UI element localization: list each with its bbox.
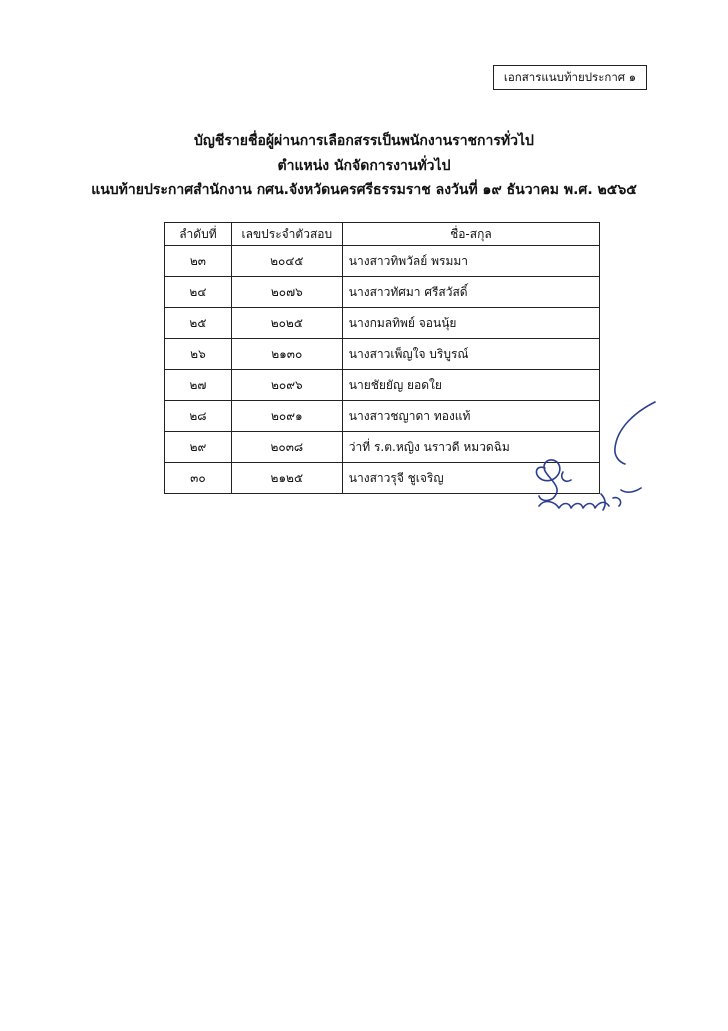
table-row	[165, 246, 600, 277]
row-no: ๒๓	[165, 246, 232, 277]
row-name: นางสาวทิพวัลย์ พรมมา	[342, 246, 599, 277]
header-no: ลำดับที่	[165, 223, 232, 246]
row-name: นางกมลทิพย์ จอนนุ้ย	[342, 308, 599, 339]
table-row	[165, 277, 600, 308]
row-name: นายชัยยัญ ยอดใย	[342, 370, 599, 401]
row-exam-id: ๒๐๔๕	[231, 246, 342, 277]
table-header-row	[165, 223, 600, 246]
row-exam-id: ๒๐๙๖	[231, 370, 342, 401]
row-exam-id: ๒๑๓๐	[231, 339, 342, 370]
row-name: ว่าที่ ร.ต.หญิง นราวดี หมวดฉิม	[342, 432, 599, 463]
row-no: ๓๐	[165, 463, 232, 494]
row-name: นางสาวรุจี ชูเจริญ	[342, 463, 599, 494]
row-no: ๒๕	[165, 308, 232, 339]
row-exam-id: ๒๐๒๕	[231, 308, 342, 339]
row-exam-id: ๒๐๗๖	[231, 277, 342, 308]
row-exam-id: ๒๐๓๘	[231, 432, 342, 463]
row-name: นางสาวชญาดา ทองแท้	[342, 401, 599, 432]
header-name: ชื่อ-สกุล	[342, 223, 599, 246]
row-no: ๒๙	[165, 432, 232, 463]
table-row	[165, 308, 600, 339]
title-line-2: ตำแหน่ง นักจัดการงานทั่วไป	[277, 158, 451, 174]
row-no: ๒๖	[165, 339, 232, 370]
row-exam-id: ๒๐๙๑	[231, 401, 342, 432]
row-name: นางสาวทัศมา ศรีสวัสดิ์	[342, 277, 599, 308]
row-name: นางสาวเพ็ญใจ บริบูรณ์	[342, 339, 599, 370]
table-row	[165, 370, 600, 401]
signature-icon	[525, 398, 665, 518]
row-exam-id: ๒๑๒๕	[231, 463, 342, 494]
title-line-3: แนบท้ายประกาศสำนักงาน กศน.จังหวัดนครศรีธรรมราช ลงวันที่ ๑๙ ธันวาคม พ.ศ. ๒๕๖๕	[91, 182, 637, 198]
attachment-label: เอกสารแนบท้ายประกาศ ๑	[493, 65, 647, 90]
header-exam-id: เลขประจำตัวสอบ	[231, 223, 342, 246]
title-line-1: บัญชีรายชื่อผู้ผ่านการเลือกสรรเป็นพนักงานราชการทั่วไป	[194, 133, 534, 149]
table-row	[165, 339, 600, 370]
row-no: ๒๔	[165, 277, 232, 308]
row-no: ๒๗	[165, 370, 232, 401]
row-no: ๒๘	[165, 401, 232, 432]
